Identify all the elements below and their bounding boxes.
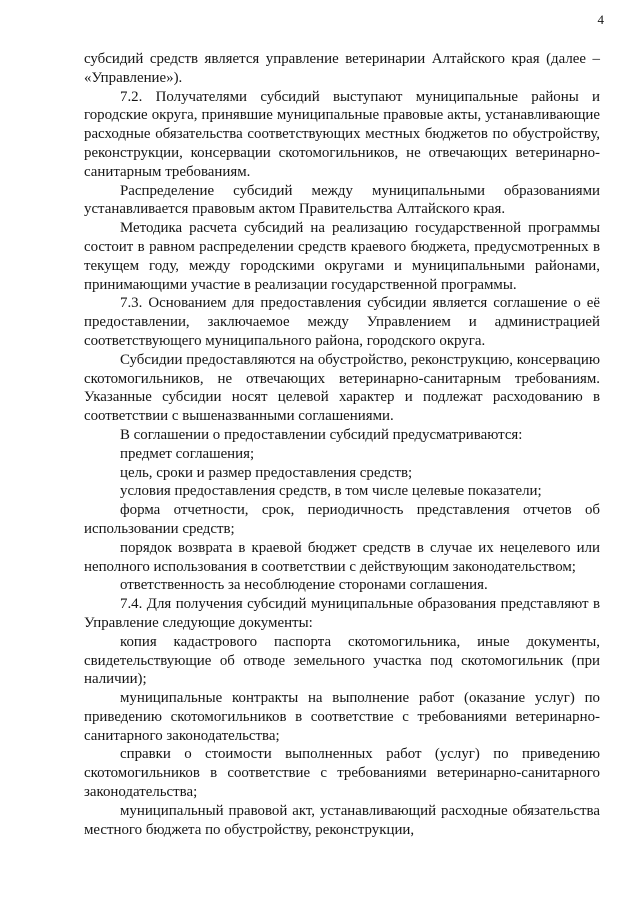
document-body xyxy=(84,50,600,839)
list-item-responsibility: ответственность за несоблюдение сторонами соглашения. xyxy=(120,577,488,594)
list-item-conditions: условия предоставления средств, в том числе целевые показатели; xyxy=(120,483,542,500)
list-item-reporting: форма отчетности, срок, периодичность представления отчетов об использовании средств; xyxy=(84,502,600,537)
list-item-municipal-contracts: муниципальные контракты на выполнение работ (оказание услуг) по приведению скотомогильников в соответствие с требованиями ветеринарно-санитарного законодательства; xyxy=(84,690,600,744)
paragraph-7-3: 7.3. Основанием для предоставления субсидии является соглашение о её предоставлении, заключаемое между Управлением и администрацией соответствующего муниципального района, городского округа. xyxy=(84,295,600,349)
paragraph-methodology: Методика расчета субсидий на реализацию государственной программы состоит в равном распределении средств краевого бюджета, предусмотренных в текущем году, между городскими округами и муниципальными районами, принимающими участие в реализации государственной программы. xyxy=(84,220,600,293)
list-item-subject: предмет соглашения; xyxy=(120,445,255,462)
list-item-cadastral-passport: копия кадастрового паспорта скотомогильника, иные документы, свидетельствующие об отводе земельного участка под скотомогильник (при наличии); xyxy=(84,633,600,688)
list-item-municipal-act: муниципальный правовой акт, устанавливающий расходные обязательства местного бюджета по обустройству, реконструкции, xyxy=(84,802,600,838)
page-number: 4 xyxy=(597,12,604,27)
list-item-goal: цель, сроки и размер предоставления средств; xyxy=(120,464,413,481)
paragraph-7-4: 7.4. Для получения субсидий муниципальные образования представляют в Управление следующие документы: xyxy=(84,596,600,631)
paragraph-distribution: Распределение субсидий между муниципальными образованиями устанавливается правовым актом Правительства Алтайского края. xyxy=(84,182,600,218)
list-item-refund: порядок возврата в краевой бюджет средств в случае их нецелевого или неполного использования в соответствии с действующим законодательством; xyxy=(84,539,600,575)
paragraph-intro-continuation: субсидий средств является управление ветеринарии Алтайского края (далее – «Управление»). xyxy=(84,51,600,86)
paragraph-subsidies-purpose: Субсидии предоставляются на обустройство, реконструкцию, консервацию скотомогильников, не отвечающих ветеринарно-санитарным требованиям. Указанные субсидии носят целевой характер и подлежат расходованию в соответствии с вышеназванными соглашениями. xyxy=(84,351,600,425)
paragraph-agreement-terms: В соглашении о предоставлении субсидий предусматриваются: xyxy=(120,426,523,443)
paragraph-7-2: 7.2. Получателями субсидий выступают муниципальные районы и городские округа, принявшие муниципальные правовые акты, устанавливающие расходные обязательства соответствующих местных бюджетов по обустройству, реконструкции, консервации скотомогильников, не отвечающих ветеринарно-санитарным требованиям. xyxy=(84,88,600,180)
list-item-cost-certificates: справки о стоимости выполненных работ (услуг) по приведению скотомогильников в соответствие с требованиями ветеринарно-санитарного законодательства; xyxy=(84,746,600,801)
